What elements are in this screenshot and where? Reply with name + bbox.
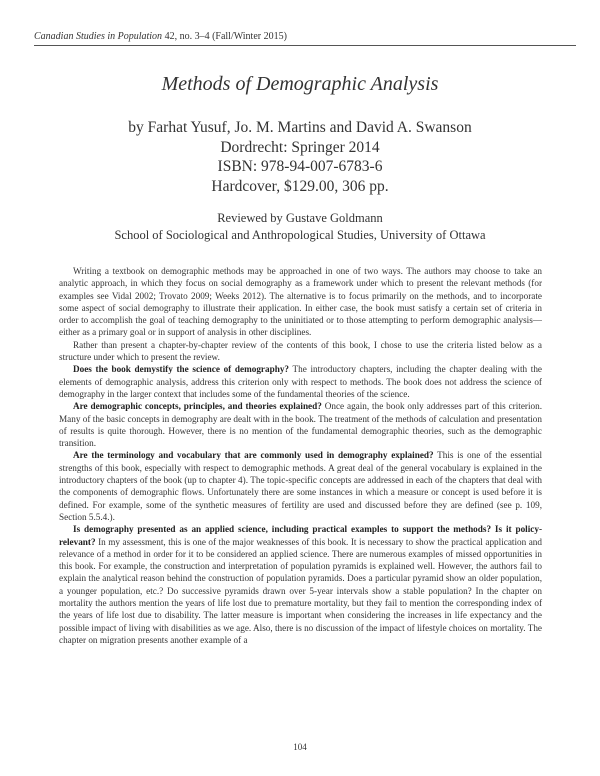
running-head	[34, 31, 574, 42]
reviewer-name: Reviewed by Gustave Goldmann	[217, 211, 383, 225]
criterion-heading: Are the terminology and vocabulary that are commonly used in demography explained?	[73, 450, 434, 461]
book-isbn: ISBN: 978-94-007-6783-6	[217, 158, 383, 175]
paragraph	[59, 449, 542, 523]
book-format: Hardcover, $129.00, 306 pp.	[211, 177, 389, 195]
paragraph	[59, 400, 542, 449]
criterion-heading: Are demographic concepts, principles, and theories explained?	[73, 401, 322, 412]
paragraph: Rather than present a chapter-by-chapter review of the contents of this book, I chose to use the criteria listed below as a structure under which to present the review.	[59, 339, 542, 363]
journal-name: Canadian Studies in Population	[34, 31, 163, 42]
book-publisher: Dordrecht: Springer 2014	[220, 138, 380, 156]
reviewer-block	[0, 210, 600, 244]
page-number: 104	[293, 742, 307, 752]
book-authors: by Farhat Yusuf, Jo. M. Martins and David A. Swanson	[128, 119, 472, 136]
paragraph-text: The introductory chapters, including the chapter dealing with the elements of demographic analysis, address this criterion only with respect to methods. The book does not address the science of demography in the larger context that includes some of the fundamental theories of the science.	[59, 364, 542, 399]
paragraph-text: In my assessment, this is one of the major weaknesses of this book. It is necessary to show the practical application and relevance of a method in order for it to be considered an applied science. There are numerous examples of missed opportunities in this book. For example, the construction and interpretation of population pyramids is explained well. However, the authors fail to explain the analytical reason behind the construction of population pyramids. Does a particular pyramid show an older population, a younger population, etc.? Do successive pyramids drawn over 5-year intervals show a stable population? In the chapter on mortality the authors mention the years of life lost due to premature mortality, but they fail to mention the corresponding index of the years of life lost due to disability. The latter measure is important when considering the increases in life expectancy and the possible impact of living with disabilities as we age. Also, there is no discussion of the impact of lifestyle choices on mortality. The chapter on migration presents another example of a	[59, 536, 542, 645]
header-rule	[34, 45, 576, 46]
paragraph-text: This is one of the essential strengths of this book, especially with respect to demographic methods. A great deal of the general vocabulary is explained in the introductory chapters of the book (up to chapter 4). The topic-specific concepts are addressed in each of the chapters that deal with the components of demographic flows. Unfortunately there are some instances in which a measure or concept is used before it is defined. For example, some of the synthetic measures of fertility are used and discussed before they are defined (see p. 109, Section 5.5.4.).	[59, 450, 542, 522]
paragraph: Writing a textbook on demographic methods may be approached in one of two ways. The authors may choose to take an analytic approach, in which they focus on social demography as a framework under which to present the relevant methods (for examples see Vidal 2002; Trovato 2009; Weeks 2012). The alternative is to focus primarily on the methods, and to incorporate some aspect of social demography to illustrate their application. In either case, the book must satisfy a certain set of criteria in order to accomplish the goal of teaching demography to the uninitiated or to those attempting to perform demographic analysis—either as a primary goal or in support of analysis in other disciplines.	[59, 266, 542, 338]
journal-citation: 42, no. 3–4 (Fall/Winter 2015)	[162, 31, 287, 42]
review-body	[59, 265, 542, 646]
criterion-heading: Does the book demystify the science of demography?	[73, 364, 290, 375]
reviewer-affiliation: School of Sociological and Anthropological Studies, University of Ottawa	[114, 228, 486, 242]
review-title: Methods of Demographic Analysis	[161, 73, 439, 95]
paragraph	[59, 523, 542, 646]
paragraph	[59, 363, 542, 400]
book-details	[0, 118, 600, 196]
paragraph-text: Once again, the book only addresses part of this criterion. Many of the basic concepts in demography are dealt with in the book. The treatment of the methods of calculation and presentation of results is quite thorough. However, there is no mention of the fundamental demographic theories, such as the demographic transition.	[59, 401, 542, 449]
criterion-heading: Is demography presented as an applied science, including practical examples to support the methods? Is it policy-relevant?	[59, 524, 542, 547]
